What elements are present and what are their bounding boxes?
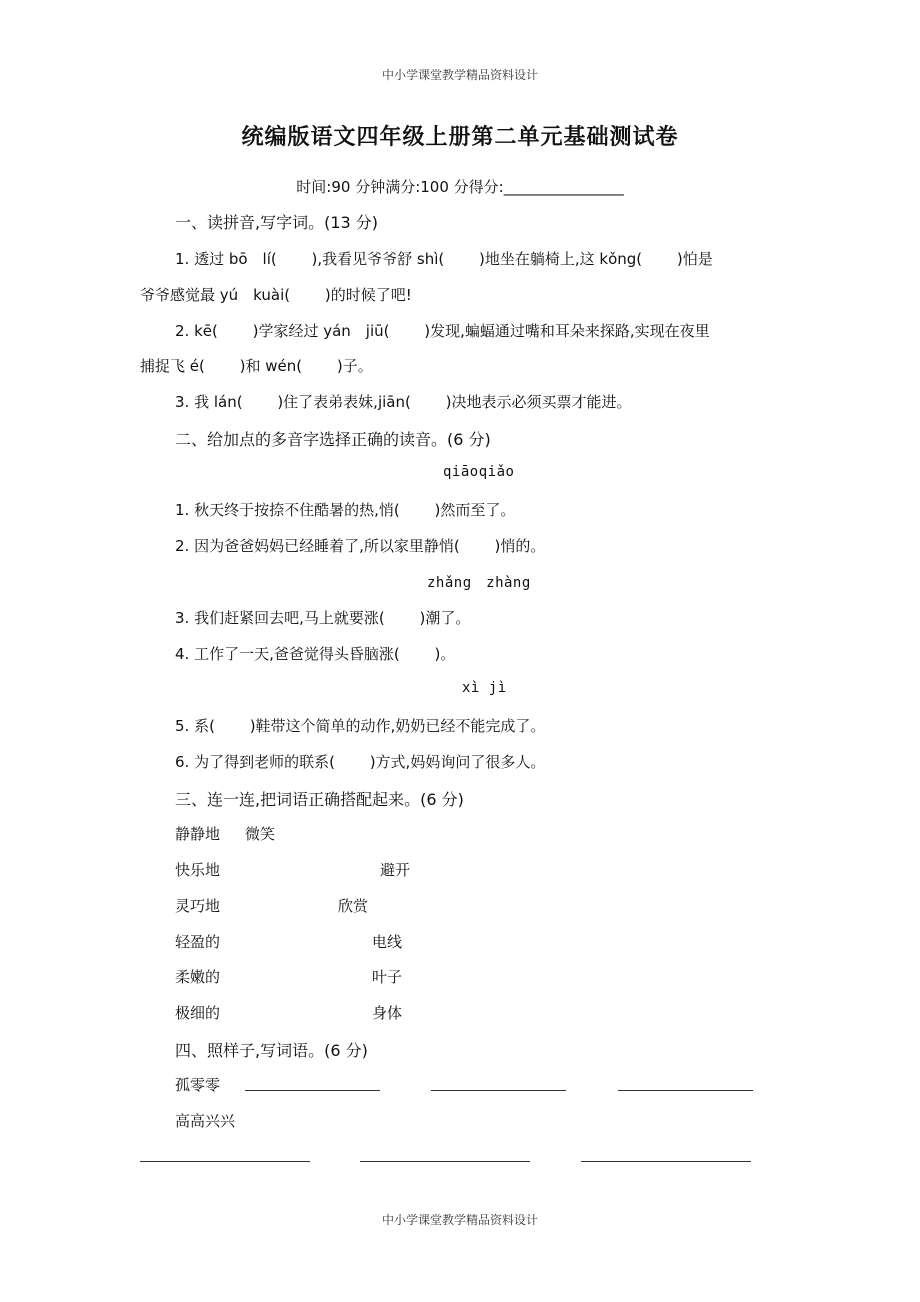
s1-question-1-line-1: 1. 透过 bō lí( ),我看见爷爷舒 shì( )地坐在躺椅上,这 kǒng( )怕是 bbox=[175, 250, 713, 268]
pinyin-options-1: qiāoqiǎo bbox=[443, 464, 515, 480]
section-1-heading: 一、读拼音,写字词。(13 分) bbox=[175, 213, 379, 232]
match-right-item-6[interactable]: 身体 bbox=[372, 1004, 403, 1022]
section-4-heading: 四、照样子,写词语。(6 分) bbox=[175, 1041, 368, 1060]
page-header: 中小学课堂教学精品资料设计 bbox=[381, 68, 538, 82]
section-3-heading: 三、连一连,把词语正确搭配起来。(6 分) bbox=[175, 790, 464, 809]
answer-line-5[interactable] bbox=[360, 1161, 530, 1162]
answer-line-2[interactable] bbox=[431, 1090, 566, 1091]
pinyin-options-2: zhǎng zhàng bbox=[427, 575, 531, 591]
match-right-item-1[interactable]: 微笑 bbox=[245, 825, 276, 843]
s2-question-4: 4. 工作了一天,爸爸觉得头昏脑涨( )。 bbox=[175, 645, 456, 663]
example-word-2: 高高兴兴 bbox=[175, 1112, 236, 1130]
answer-line-4[interactable] bbox=[140, 1161, 310, 1162]
match-right-item-2[interactable]: 避开 bbox=[380, 861, 411, 879]
match-left-item-2[interactable]: 快乐地 bbox=[175, 861, 221, 879]
match-left-item-1[interactable]: 静静地 bbox=[175, 825, 221, 843]
page-footer: 中小学课堂教学精品资料设计 bbox=[381, 1213, 538, 1227]
s1-question-2-line-2: 捕捉飞 é( )和 wén( )子。 bbox=[140, 357, 373, 375]
match-left-item-3[interactable]: 灵巧地 bbox=[175, 897, 221, 915]
match-left-item-4[interactable]: 轻盈的 bbox=[175, 933, 221, 951]
match-right-item-3[interactable]: 欣赏 bbox=[338, 897, 369, 915]
s2-question-3: 3. 我们赶紧回去吧,马上就要涨( )潮了。 bbox=[175, 609, 471, 627]
answer-line-3[interactable] bbox=[618, 1090, 753, 1091]
pinyin-options-3: xì jì bbox=[462, 680, 507, 696]
s2-question-2: 2. 因为爸爸妈妈已经睡着了,所以家里静悄( )悄的。 bbox=[175, 537, 546, 555]
s2-question-5: 5. 系( )鞋带这个简单的动作,奶奶已经不能完成了。 bbox=[175, 717, 546, 735]
section-2-heading: 二、给加点的多音字选择正确的读音。(6 分) bbox=[175, 430, 491, 449]
example-word-1: 孤零零 bbox=[175, 1076, 221, 1094]
s2-question-1: 1. 秋天终于按捺不住酷暑的热,悄( )然而至了。 bbox=[175, 501, 516, 519]
s2-question-6: 6. 为了得到老师的联系( )方式,妈妈询问了很多人。 bbox=[175, 753, 546, 771]
match-left-item-5[interactable]: 柔嫩的 bbox=[175, 968, 221, 986]
match-right-item-4[interactable]: 电线 bbox=[372, 933, 403, 951]
match-left-item-6[interactable]: 极细的 bbox=[175, 1004, 221, 1022]
s1-question-3: 3. 我 lán( )住了表弟表妹,jiān( )决地表示必须买票才能进。 bbox=[175, 393, 632, 411]
s1-question-2-line-1: 2. kē( )学家经过 yán jiū( )发现,蝙蝠通过嘴和耳朵来探路,实现在夜里 bbox=[175, 322, 710, 340]
exam-meta: 时间:90 分钟满分:100 分得分:________________ bbox=[296, 178, 624, 196]
answer-line-6[interactable] bbox=[581, 1161, 751, 1162]
match-right-item-5[interactable]: 叶子 bbox=[372, 968, 403, 986]
s1-question-1-line-2: 爷爷感觉最 yú kuài( )的时候了吧! bbox=[140, 286, 412, 304]
answer-line-1[interactable] bbox=[245, 1090, 380, 1091]
exam-title: 统编版语文四年级上册第二单元基础测试卷 bbox=[241, 125, 679, 150]
